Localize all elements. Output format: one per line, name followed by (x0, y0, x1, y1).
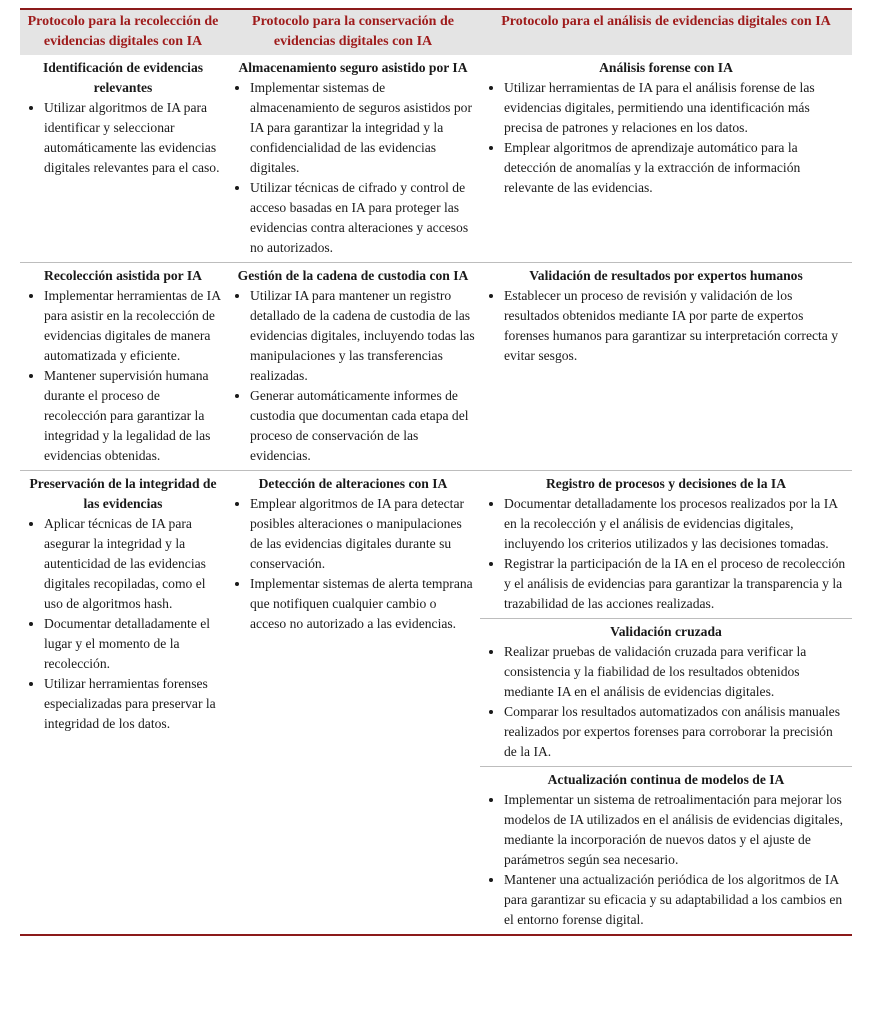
protocol-block (484, 58, 848, 198)
bullet-item: • Utilizar herramientas forenses especializadas para preservar la integridad de los datos. (44, 674, 222, 734)
protocol-block (480, 766, 852, 934)
bullet-item: • Utilizar algoritmos de IA para identificar y seleccionar automáticamente las evidencias digitales relevantes para el caso. (44, 98, 222, 178)
bullet-list (484, 494, 848, 614)
block-title: Recolección asistida por IA (44, 268, 202, 283)
bullet-item: • Implementar herramientas de IA para asistir en la recolección de evidencias digitales de manera automatizada y eficiente. (44, 286, 222, 366)
table-cell (226, 55, 480, 263)
bullet-item: • Emplear algoritmos de aprendizaje automático para la detección de anomalías y la extracción de información relevante de las evidencias. (504, 138, 848, 198)
bullet-item: • Comparar los resultados automatizados con análisis manuales realizados por expertos forenses para corroborar la precisión de la IA. (504, 702, 848, 762)
bullet-item: • Mantener una actualización periódica de los algoritmos de IA para garantizar su eficacia y su adaptabilidad a los cambios en el entorno forense digital. (504, 870, 848, 930)
bullet-list (230, 78, 476, 258)
protocol-block (480, 471, 852, 618)
bullet-item: • Registrar la participación de la IA en el proceso de recolección y el análisis de evidencias para garantizar la transparencia y la trazabilidad de las acciones realizadas. (504, 554, 848, 614)
protocol-table (20, 8, 852, 936)
block-title: Preservación de la integridad de las evidencias (29, 476, 217, 511)
bullet-item: • Documentar detalladamente el lugar y el momento de la recolección. (44, 614, 222, 674)
block-title: Identificación de evidencias relevantes (42, 60, 204, 95)
bullet-list (484, 642, 848, 762)
bullet-item: • Generar automáticamente informes de custodia que documentan cada etapa del proceso de conservación de las evidencias. (250, 386, 476, 466)
block-title: Validación cruzada (610, 624, 722, 639)
table-cell (226, 263, 480, 471)
bullet-list (24, 286, 222, 466)
block-title: Validación de resultados por expertos humanos (529, 268, 803, 283)
bullet-list (484, 790, 848, 930)
bullet-item: • Utilizar IA para mantener un registro detallado de la cadena de custodia de las evidencias digitales, incluyendo todas las manipulaciones y las transferencias realizadas. (250, 286, 476, 386)
bullet-item: • Documentar detalladamente los procesos realizados por la IA en la recolección y el análisis de evidencias digitales, incluyendo los criterios utilizados y las decisiones tomadas. (504, 494, 848, 554)
protocol-block (24, 266, 222, 466)
bullet-item: • Establecer un proceso de revisión y validación de los resultados obtenidos mediante IA por parte de expertos forenses humanos para garantizar su interpretación correcta y evitar sesgos. (504, 286, 848, 366)
bullet-item: • Implementar un sistema de retroalimentación para mejorar los modelos de IA utilizados en el análisis de evidencias digitales, mediante la incorporación de nuevos datos y el ajuste de parámetros según sea necesario. (504, 790, 848, 870)
table-row (20, 263, 852, 471)
bullet-item: • Implementar sistemas de almacenamiento de seguros asistidos por IA para garantizar la integridad y la confidencialidad de las evidencias digitales. (250, 78, 476, 178)
table-cell (480, 263, 852, 471)
table-cell (20, 263, 226, 471)
table-row (20, 55, 852, 263)
protocol-block (24, 474, 222, 734)
bullet-list (230, 494, 476, 634)
block-title: Análisis forense con IA (599, 60, 733, 75)
bullet-list (24, 514, 222, 734)
protocol-block (484, 266, 848, 366)
bullet-list (230, 286, 476, 466)
bullet-item: • Utilizar técnicas de cifrado y control de acceso basadas en IA para proteger las evidencias contra alteraciones y accesos no autorizados. (250, 178, 476, 258)
bullet-list (24, 98, 222, 178)
header-analisis: Protocolo para el análisis de evidencias digitales con IA (480, 9, 852, 55)
block-title: Registro de procesos y decisiones de la IA (545, 476, 787, 491)
table-cell (480, 55, 852, 263)
bullet-item: • Emplear algoritmos de IA para detectar posibles alteraciones o manipulaciones de las evidencias digitales durante su conservación. (250, 494, 476, 574)
bullet-list (484, 286, 848, 366)
bullet-item: • Utilizar herramientas de IA para el análisis forense de las evidencias digitales, permitiendo una identificación más precisa de patrones y relaciones en los datos. (504, 78, 848, 138)
protocol-block (230, 266, 476, 466)
table-cell (20, 55, 226, 263)
protocol-block (480, 618, 852, 766)
block-title: Almacenamiento seguro asistido por IA (238, 60, 468, 75)
header-recoleccion: Protocolo para la recolección de evidencias digitales con IA (20, 9, 226, 55)
table-cell (20, 471, 226, 936)
table-header-row (20, 9, 852, 55)
block-title: Gestión de la cadena de custodia con IA (237, 268, 469, 283)
block-title: Actualización continua de modelos de IA (547, 772, 785, 787)
bullet-item: • Mantener supervisión humana durante el proceso de recolección para garantizar la integridad y la legalidad de las evidencias obtenidas. (44, 366, 222, 466)
table-row (20, 471, 852, 936)
bullet-item: • Implementar sistemas de alerta temprana que notifiquen cualquier cambio o acceso no autorizado a las evidencias. (250, 574, 476, 634)
bullet-item: • Realizar pruebas de validación cruzada para verificar la consistencia y la fiabilidad de los resultados obtenidos mediante IA en el análisis de evidencias digitales. (504, 642, 848, 702)
header-conservacion: Protocolo para la conservación de evidencias digitales con IA (226, 9, 480, 55)
protocol-block (230, 58, 476, 258)
protocol-block (230, 474, 476, 634)
table-cell (226, 471, 480, 936)
table-cell (480, 471, 852, 936)
block-title: Detección de alteraciones con IA (258, 476, 448, 491)
bullet-item: • Aplicar técnicas de IA para asegurar la integridad y la autenticidad de las evidencias digitales recopiladas, como el uso de algoritmos hash. (44, 514, 222, 614)
bullet-list (484, 78, 848, 198)
protocol-block (24, 58, 222, 178)
